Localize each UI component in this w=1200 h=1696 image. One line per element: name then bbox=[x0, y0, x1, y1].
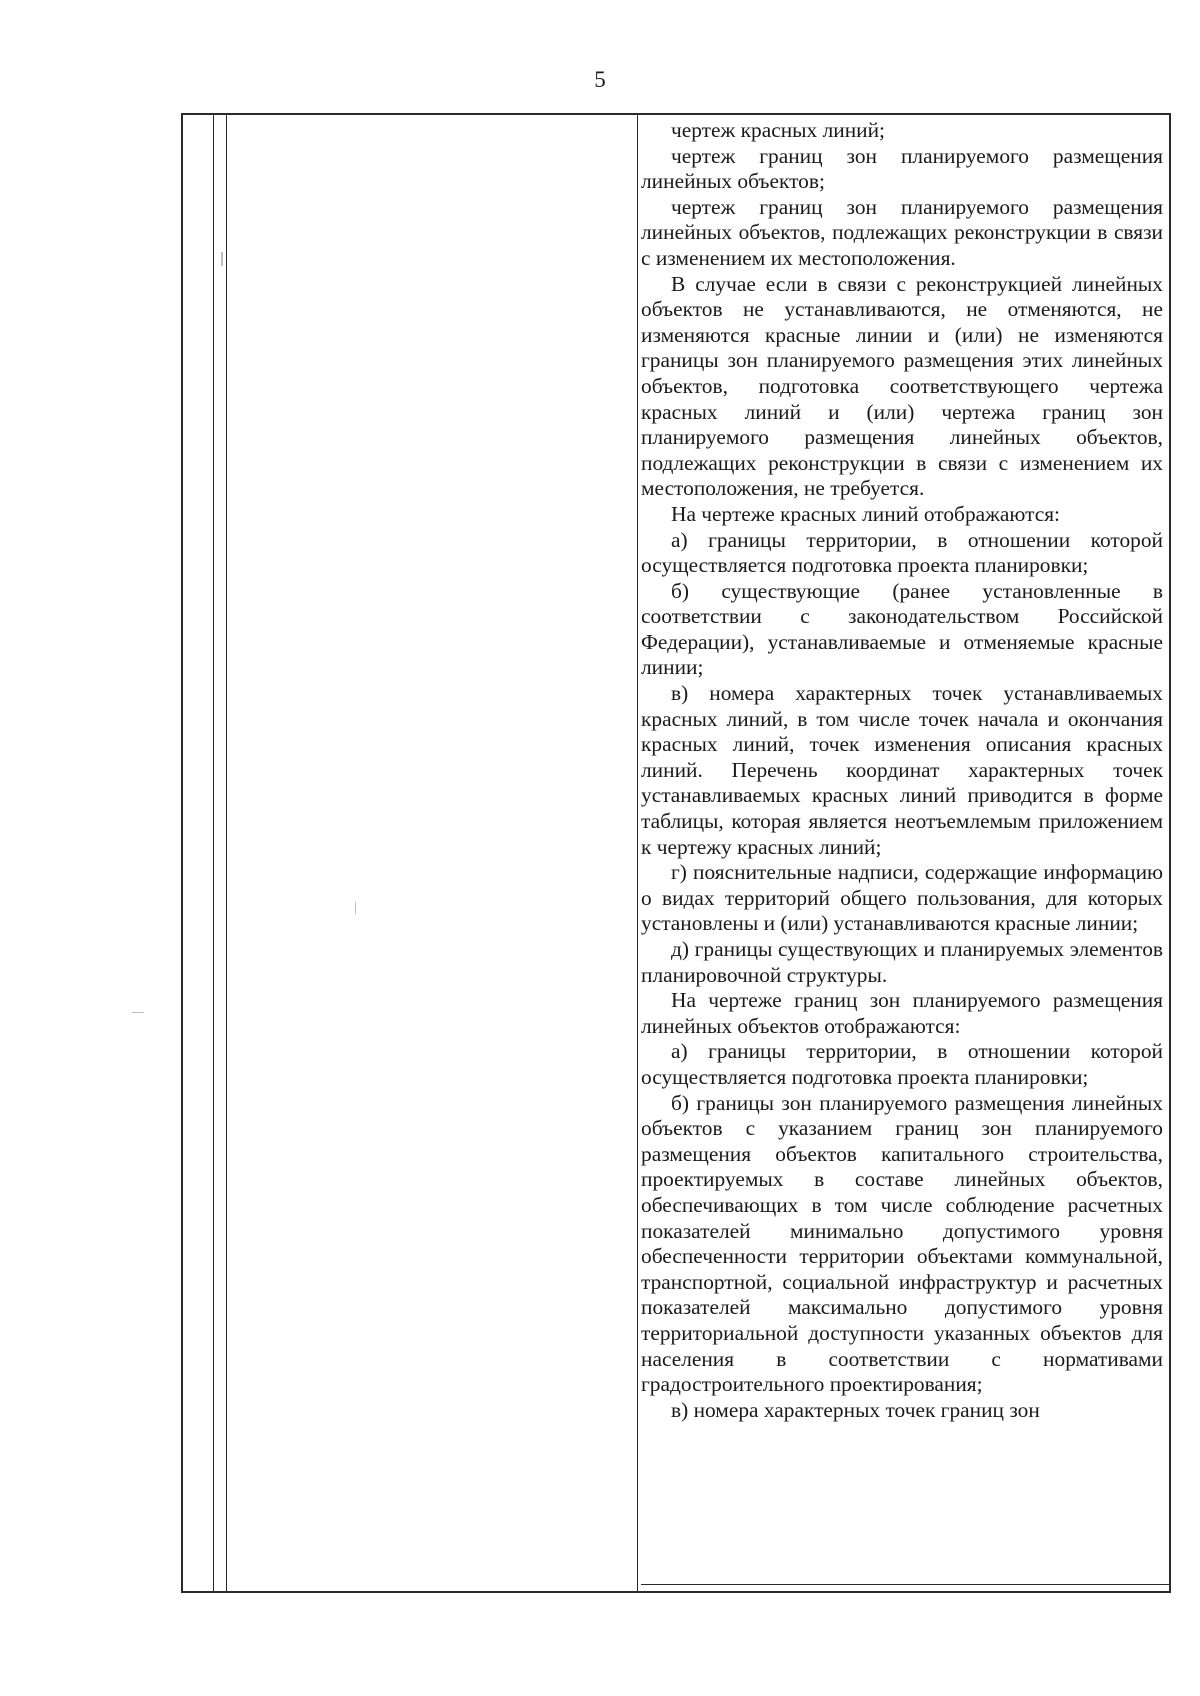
column-divider bbox=[213, 115, 214, 1591]
document-table bbox=[181, 113, 1171, 1593]
paragraph: в) номера характерных точек устанавливаемых красных линий, в том числе точек начала и окончания красных линий, точек изменения описания красных линий. Перечень координат характерных точек устанавливаемых красных линий приводится в форме таблицы, которая является неотъемлемым приложением к чертежу красных линий; bbox=[641, 681, 1163, 859]
paragraph: д) границы существующих и планируемых элементов планировочной структуры. bbox=[641, 937, 1163, 987]
paragraph: чертеж границ зон планируемого размещения линейных объектов, подлежащих реконструкции в связи с изменением их местоположения. bbox=[641, 194, 1163, 270]
paragraph: а) границы территории, в отношении которой осуществляется подготовка проекта планировки; bbox=[641, 527, 1163, 578]
paragraph: чертеж красных линий; bbox=[671, 118, 885, 142]
paragraph: чертеж границ зон планируемого размещения линейных объектов; bbox=[641, 143, 1163, 194]
column-divider bbox=[226, 115, 227, 1591]
paragraph: г) пояснительные надписи, содержащие информацию о видах территорий общего пользования, для которых установлены и (или) устанавливаются красные линии; bbox=[641, 860, 1163, 936]
table-content-cell bbox=[641, 118, 1163, 1423]
scan-artifact bbox=[132, 1012, 144, 1013]
paragraph: а) границы территории, в отношении которой осуществляется подготовка проекта планировки; bbox=[641, 1039, 1163, 1089]
column-divider bbox=[637, 115, 638, 1591]
text-underline-rule bbox=[641, 1584, 1169, 1585]
paragraph: На чертеже границ зон планируемого размещения линейных объектов отображаются: bbox=[641, 988, 1163, 1038]
page-number: 5 bbox=[594, 67, 606, 92]
paragraph: в) номера характерных точек границ зон bbox=[671, 1397, 1040, 1422]
paragraph: В случае если в связи с реконструкцией линейных объектов не устанавливаются, не отменяются, не изменяются красные линии и (или) не изменяются границы зон планируемого размещения этих линейных объектов, подготовка соответствующего чертежа красных линий и (или) чертежа границ зон планируемого размещения линейных объектов, подлежащих реконструкции в связи с изменением их местоположения, не требуется. bbox=[641, 271, 1163, 501]
paragraph: На чертеже красных линий отображаются: bbox=[671, 501, 1060, 526]
paragraph: б) существующие (ранее установленные в соответствии с законодательством Российской Федерации), устанавливаемые и отменяемые красные линии; bbox=[641, 578, 1163, 680]
paragraph: б) границы зон планируемого размещения линейных объектов с указанием границ зон планируемого размещения объектов капитального строительства, проектируемых в составе линейных объектов, обеспечивающих в том числе соблюдение расчетных показателей минимально допустимого уровня обеспеченности территории объектами коммунальной, транспортной, социальной инфраструктур и расчетных показателей максимально допустимого уровня территориальной доступности указанных объектов для населения в соответствии с нормативами градостроительного проектирования; bbox=[641, 1090, 1163, 1397]
